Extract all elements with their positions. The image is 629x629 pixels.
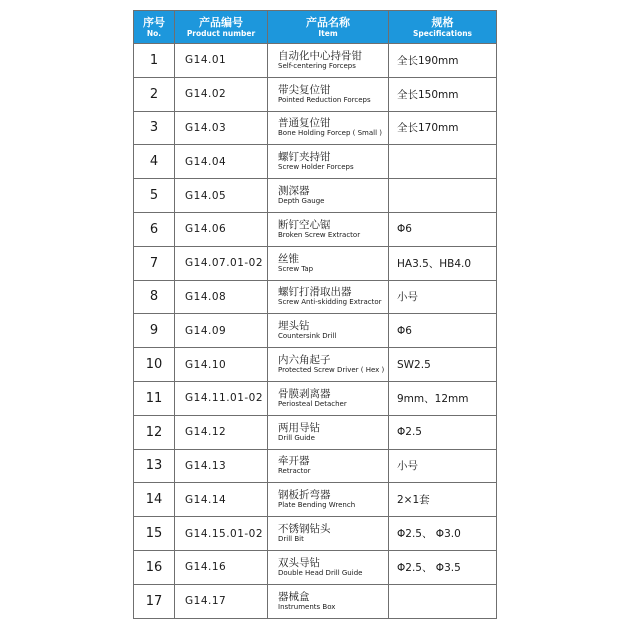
item-name-en: Countersink Drill [278,332,337,341]
item-name-en: Screw Anti-skidding Extractor [278,298,382,307]
cell-no: 9 [134,314,175,348]
item-name-zh: 两用导钻 [278,421,320,434]
cell-product-number: G14.05 [175,179,268,213]
item-name-zh: 普通复位钳 [278,117,331,130]
table-row [134,77,497,111]
product-table [133,10,497,619]
cell-no: 5 [134,179,175,213]
cell-item [268,381,389,415]
cell-specification: Φ2.5 [389,415,497,449]
table-row [134,314,497,348]
item-name-en: Pointed Reduction Forceps [278,95,371,104]
table-row [134,550,497,584]
header-name-zh: 产品名称 [306,16,350,29]
cell-no: 17 [134,584,175,618]
cell-specification [389,145,497,179]
cell-no: 15 [134,517,175,551]
item-name-zh: 螺钉夹持钳 [278,151,331,164]
cell-specification: 小号 [389,280,497,314]
item-name-en: Instruments Box [278,602,336,611]
cell-item [268,77,389,111]
cell-specification: 小号 [389,449,497,483]
cell-product-number: G14.17 [175,584,268,618]
cell-product-number: G14.10 [175,348,268,382]
cell-product-number: G14.11.01-02 [175,381,268,415]
cell-specification: 全长190mm [389,44,497,78]
item-name-zh: 骨膜剥离器 [278,387,331,400]
cell-no: 4 [134,145,175,179]
item-name-zh: 带尖复位钳 [278,83,331,96]
table-row [134,381,497,415]
item-name-zh: 钢板折弯器 [278,489,331,502]
cell-specification: 全长170mm [389,111,497,145]
cell-item [268,584,389,618]
cell-product-number: G14.03 [175,111,268,145]
header-name-en: Item [318,29,338,38]
cell-item [268,314,389,348]
header-specifications [389,11,497,44]
cell-specification: 2×1套 [389,483,497,517]
item-name-en: Protected Screw Driver ( Hex ) [278,366,385,375]
table-body [134,44,497,619]
table-row [134,212,497,246]
cell-no: 11 [134,381,175,415]
item-name-zh: 自动化中心持骨钳 [278,49,362,62]
table-row [134,483,497,517]
cell-product-number: G14.15.01-02 [175,517,268,551]
header-num-en: Product number [186,29,256,38]
cell-product-number: G14.09 [175,314,268,348]
header-spec-en: Specifications [412,29,473,38]
cell-specification: SW2.5 [389,348,497,382]
cell-product-number: G14.16 [175,550,268,584]
table-row [134,449,497,483]
item-name-zh: 丝锥 [278,252,299,265]
cell-specification: HA3.5、HB4.0 [389,246,497,280]
item-name-en: Screw Holder Forceps [278,163,354,172]
table-header [134,11,497,44]
table-row [134,111,497,145]
cell-no: 7 [134,246,175,280]
cell-specification [389,179,497,213]
item-name-en: Broken Screw Extractor [278,230,361,239]
cell-item [268,483,389,517]
item-name-zh: 测深器 [278,185,310,198]
cell-no: 8 [134,280,175,314]
cell-no: 14 [134,483,175,517]
item-name-zh: 双头导钻 [278,556,320,569]
cell-no: 13 [134,449,175,483]
cell-product-number: G14.02 [175,77,268,111]
cell-product-number: G14.07.01-02 [175,246,268,280]
table-row [134,415,497,449]
cell-no: 6 [134,212,175,246]
cell-product-number: G14.04 [175,145,268,179]
item-name-en: Depth Gauge [278,197,325,206]
header-spec-zh: 规格 [431,16,454,29]
cell-no: 12 [134,415,175,449]
item-name-en: Drill Bit [278,535,304,544]
item-name-en: Double Head Drill Guide [278,568,363,577]
cell-product-number: G14.13 [175,449,268,483]
cell-item [268,111,389,145]
item-name-zh: 埋头钻 [278,320,310,333]
item-name-zh: 牵开器 [278,455,310,468]
cell-product-number: G14.08 [175,280,268,314]
cell-item [268,550,389,584]
item-name-zh: 内六角起子 [278,354,331,367]
table-row [134,179,497,213]
cell-item [268,280,389,314]
cell-specification: Φ6 [389,212,497,246]
table-row [134,145,497,179]
header-no-zh: 序号 [143,16,165,29]
cell-specification: 9mm、12mm [389,381,497,415]
item-name-zh: 螺钉打滑取出器 [278,286,352,299]
table-row [134,584,497,618]
cell-item [268,246,389,280]
item-name-zh: 断钉空心锯 [278,218,331,231]
item-name-en: Periosteal Detacher [278,399,347,408]
item-name-en: Bone Holding Forcep ( Small ) [278,129,382,138]
table-row [134,44,497,78]
header-item [268,11,389,44]
cell-specification: Φ2.5、 Φ3.5 [389,550,497,584]
item-name-en: Self-centering Forceps [278,61,356,70]
cell-product-number: G14.06 [175,212,268,246]
cell-no: 2 [134,77,175,111]
cell-item [268,517,389,551]
table-row [134,517,497,551]
cell-item [268,44,389,78]
item-name-zh: 不锈钢钻头 [278,523,331,536]
cell-specification [389,584,497,618]
item-name-en: Retractor [278,467,311,476]
header-no-en: No. [146,29,162,38]
cell-product-number: G14.12 [175,415,268,449]
cell-specification: Φ2.5、 Φ3.0 [389,517,497,551]
item-name-zh: 器械盒 [278,590,310,603]
cell-item [268,179,389,213]
header-product-number [175,11,268,44]
cell-no: 16 [134,550,175,584]
cell-item [268,449,389,483]
item-name-en: Drill Guide [278,433,315,442]
header-no [134,11,175,44]
cell-product-number: G14.14 [175,483,268,517]
cell-specification: Φ6 [389,314,497,348]
header-row [134,11,497,44]
cell-no: 1 [134,44,175,78]
item-name-en: Plate Bending Wrench [278,501,356,510]
cell-item [268,415,389,449]
table-row [134,348,497,382]
table-row [134,246,497,280]
cell-item [268,212,389,246]
cell-product-number: G14.01 [175,44,268,78]
header-num-zh: 产品编号 [199,16,243,29]
cell-specification: 全长150mm [389,77,497,111]
table-row [134,280,497,314]
cell-no: 10 [134,348,175,382]
cell-no: 3 [134,111,175,145]
cell-item [268,145,389,179]
item-name-en: Screw Tap [278,264,314,273]
cell-item [268,348,389,382]
